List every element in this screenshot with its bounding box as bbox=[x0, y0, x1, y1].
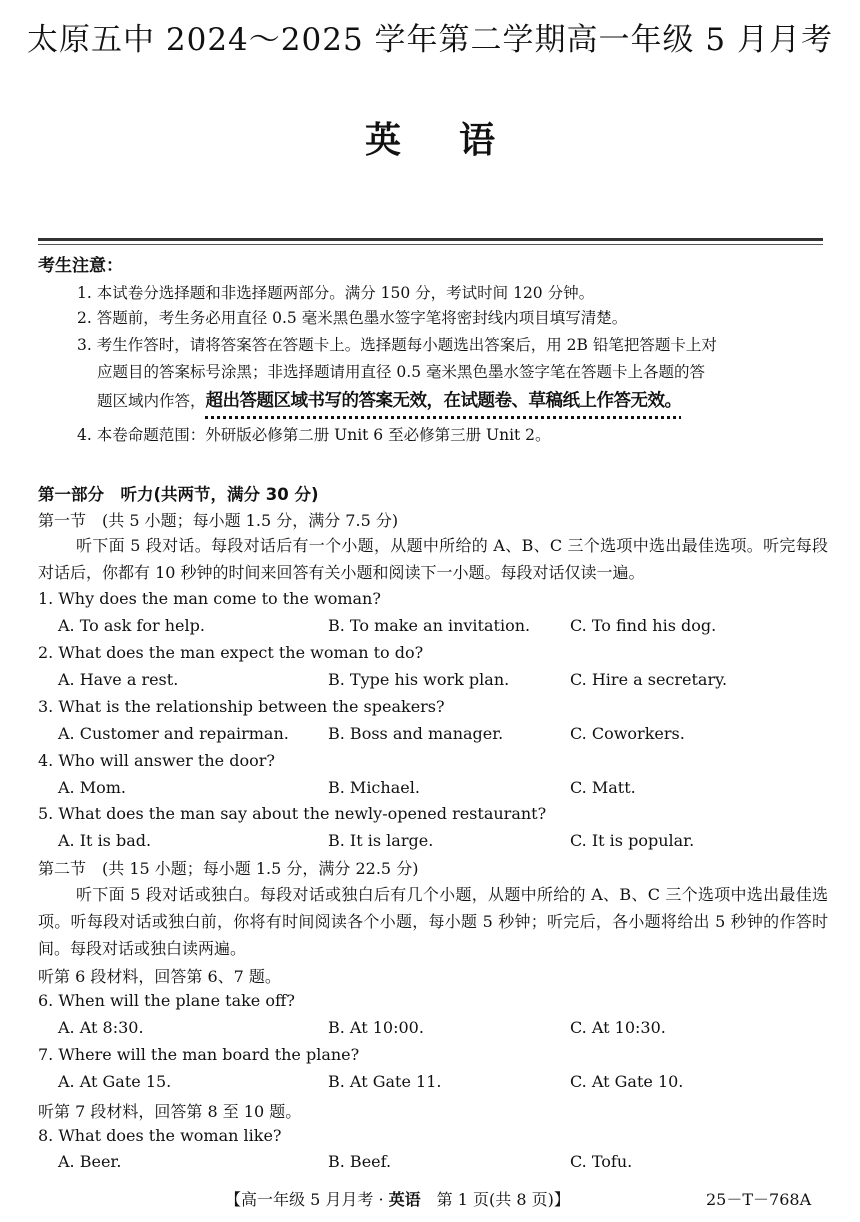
footer-subject: 英语 bbox=[388, 1190, 421, 1209]
question-2-stem: 2. What does the man expect the woman to do? bbox=[38, 643, 424, 662]
section2-heading: 第二节 (共 15 小题；每小题 1.5 分，满分 22.5 分) bbox=[38, 859, 419, 878]
footer-close: 第 1 页(共 8 页)】 bbox=[420, 1190, 570, 1209]
question-5-option-c: C. It is popular. bbox=[570, 831, 695, 850]
question-5-stem: 5. What does the man say about the newly-opened restaurant? bbox=[38, 804, 547, 823]
material-6-label: 听第 6 段材料，回答第 6、7 题。 bbox=[38, 967, 281, 986]
question-4-option-c: C. Matt. bbox=[570, 778, 636, 797]
question-7-option-c: C. At Gate 10. bbox=[570, 1072, 684, 1091]
notice-item-3-prefix: 题区域内作答， bbox=[97, 392, 206, 410]
subject-char-2: 语 bbox=[459, 120, 496, 161]
question-8-option-a: A. Beer. bbox=[58, 1152, 122, 1171]
question-5-option-b: B. It is large. bbox=[328, 831, 434, 850]
notice-item-4: 4. 本卷命题范围：外研版必修第二册 Unit 6 至必修第三册 Unit 2。 bbox=[77, 426, 551, 444]
question-7-stem: 7. Where will the man board the plane? bbox=[38, 1045, 360, 1064]
subject-char-1: 英 bbox=[364, 120, 401, 161]
section1-instruction: 听下面 5 段对话。每段对话后有一个小题，从题中所给的 A、B、C 三个选项中选出最佳选项。听完每段对话后，你都有 10 秒钟的时间来回答有关小题和阅读下一小题。每段对话仅读一遍。 bbox=[38, 536, 828, 582]
question-4-option-a: A. Mom. bbox=[58, 778, 126, 797]
header-rule-thin bbox=[38, 244, 823, 245]
section2-instruction: 听下面 5 段对话或独白。每段对话或独白后有几个小题，从题中所给的 A、B、C 三个选项中选出最佳选项。听每段对话或独白前，你将有时间阅读各个小题，每小题 5 秒钟；听完后，各小题将给出 5 秒钟的作答时间。每段对话或独白读两遍。 bbox=[38, 885, 828, 958]
question-6-option-b: B. At 10:00. bbox=[328, 1018, 424, 1037]
subject-title bbox=[0, 112, 860, 163]
question-3-stem: 3. What is the relationship between the speakers? bbox=[38, 697, 445, 716]
notice-item-1: 1. 本试卷分选择题和非选择题两部分。满分 150 分，考试时间 120 分钟。 bbox=[77, 284, 595, 302]
question-6-stem: 6. When will the plane take off? bbox=[38, 991, 295, 1010]
notice-item-3-line-3 bbox=[97, 387, 682, 412]
notice-item-2: 2. 答题前，考生务必用直径 0.5 毫米黑色墨水签字笔将密封线内项目填写清楚。 bbox=[77, 309, 628, 327]
question-8-option-c: C. Tofu. bbox=[570, 1152, 633, 1171]
section1-heading: 第一节 (共 5 小题；每小题 1.5 分，满分 7.5 分) bbox=[38, 511, 399, 530]
question-3-option-b: B. Boss and manager. bbox=[328, 724, 504, 743]
question-4-option-b: B. Michael. bbox=[328, 778, 420, 797]
question-8-option-b: B. Beef. bbox=[328, 1152, 392, 1171]
question-4-stem: 4. Who will answer the door? bbox=[38, 751, 275, 770]
question-3-option-a: A. Customer and repairman. bbox=[58, 724, 289, 743]
exam-title: 太原五中 2024～2025 学年第二学期高一年级 5 月月考 bbox=[27, 22, 833, 58]
footer-open: 【高一年级 5 月月考 · bbox=[225, 1190, 389, 1209]
notice-item-3-line-2: 应题目的答案标号涂黑；非选择题请用直径 0.5 毫米黑色墨水签字笔在答题卡上各题的答 bbox=[97, 363, 706, 381]
question-1-option-c: C. To find his dog. bbox=[570, 616, 717, 635]
question-2-option-c: C. Hire a secretary. bbox=[570, 670, 728, 689]
notice-emphasis: 超出答题区域书写的答案无效，在试题卷、草稿纸上作答无效。 bbox=[205, 391, 682, 411]
question-1-stem: 1. Why does the man come to the woman? bbox=[38, 589, 381, 608]
footer-page-info bbox=[225, 1187, 570, 1210]
question-6-option-a: A. At 8:30. bbox=[58, 1018, 144, 1037]
question-5-option-a: A. It is bad. bbox=[58, 831, 152, 850]
question-2-option-a: A. Have a rest. bbox=[58, 670, 179, 689]
footer-code: 25－T－768A bbox=[706, 1190, 812, 1209]
notice-item-3-line-1: 3. 考生作答时，请将答案答在答题卡上。选择题每小题选出答案后，用 2B 铅笔把答题卡上对 bbox=[77, 336, 717, 354]
question-7-option-b: B. At Gate 11. bbox=[328, 1072, 442, 1091]
question-2-option-b: B. Type his work plan. bbox=[328, 670, 510, 689]
question-8-stem: 8. What does the woman like? bbox=[38, 1126, 282, 1145]
material-7-label: 听第 7 段材料，回答第 8 至 10 题。 bbox=[38, 1102, 302, 1121]
question-6-option-c: C. At 10:30. bbox=[570, 1018, 666, 1037]
question-1-option-b: B. To make an invitation. bbox=[328, 616, 531, 635]
question-3-option-c: C. Coworkers. bbox=[570, 724, 685, 743]
question-1-option-a: A. To ask for help. bbox=[58, 616, 205, 635]
notice-heading: 考生注意： bbox=[38, 256, 123, 276]
header-rule-thick bbox=[38, 238, 823, 241]
question-7-option-a: A. At Gate 15. bbox=[58, 1072, 172, 1091]
part1-heading: 第一部分 听力(共两节，满分 30 分) bbox=[38, 485, 319, 504]
